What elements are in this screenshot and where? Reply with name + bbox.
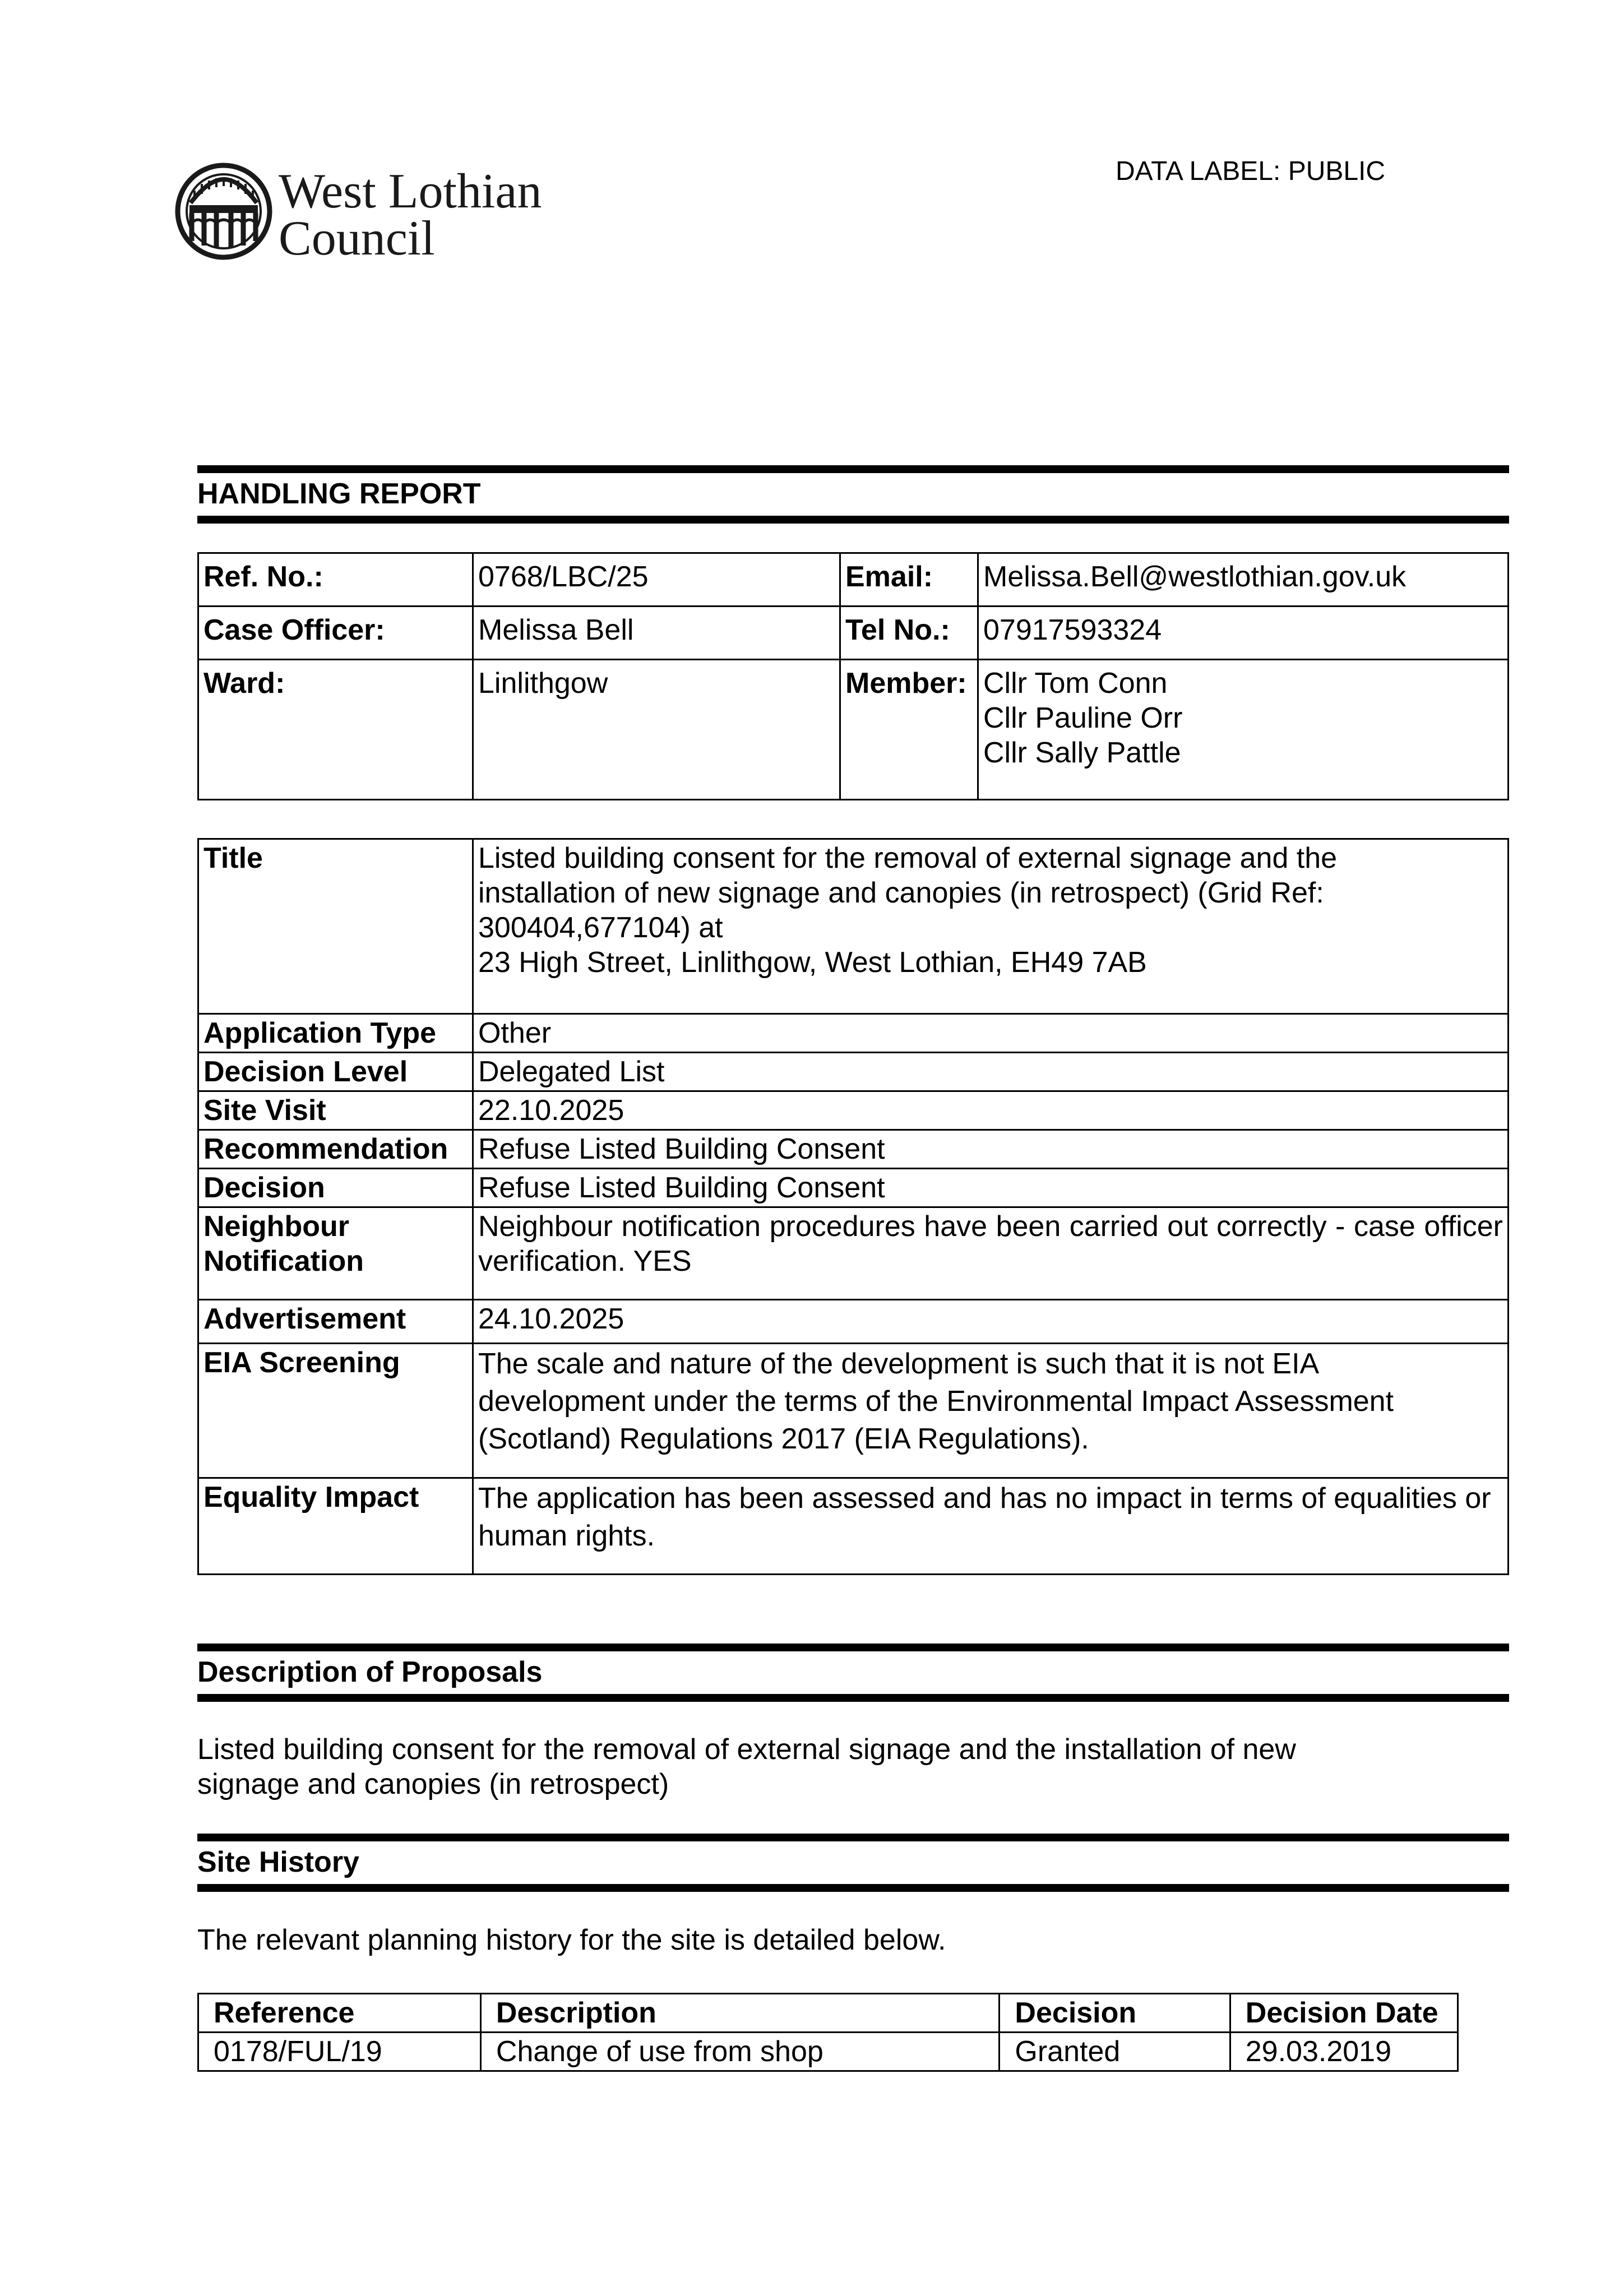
recommendation-label: Recommendation: [198, 1130, 473, 1169]
title-line: installation of new signage and canopies (in retrospect) (Grid Ref:: [478, 877, 1324, 909]
member-name: Cllr Sally Pattle: [983, 737, 1181, 769]
rule-divider: [197, 1644, 1509, 1651]
decision-level-label: Decision Level: [198, 1053, 473, 1091]
table-row: [198, 1053, 1509, 1091]
tel-label: Tel No.:: [840, 607, 978, 660]
table-row: [198, 1300, 1509, 1344]
rule-divider: [197, 1834, 1509, 1841]
table-row: [198, 1207, 1509, 1300]
section-title: Site History: [197, 1846, 359, 1878]
tel-value: 07917593324: [978, 607, 1509, 660]
title-line: 300404,677104) at: [478, 911, 723, 944]
history-reference: 0178/FUL/19: [198, 2033, 481, 2071]
table-row: [198, 1091, 1509, 1130]
council-logo: [175, 163, 556, 269]
history-decision: Granted: [1000, 2033, 1230, 2071]
history-decision-date: 29.03.2019: [1230, 2033, 1458, 2071]
history-intro: The relevant planning history for the site is detailed below.: [197, 1924, 946, 1956]
ref-value: 0768/LBC/25: [473, 553, 840, 607]
advertisement-label: Advertisement: [198, 1300, 473, 1344]
column-header: Decision: [1000, 1994, 1230, 2033]
table-row: [198, 1344, 1509, 1478]
table-row: [198, 553, 1509, 607]
title-line: Listed building consent for the removal of external signage and the: [478, 842, 1338, 874]
table-header-row: [198, 1994, 1458, 2033]
neighbour-notification-value: Neighbour notification procedures have been carried out correctly - case officer verification. YES: [473, 1207, 1509, 1300]
equality-impact-value: The application has been assessed and has no impact in terms of equalities or human rights.: [473, 1478, 1509, 1575]
equality-impact-label: Equality Impact: [198, 1478, 473, 1575]
table-row: [198, 839, 1509, 1014]
neighbour-notification-label: [198, 1207, 473, 1300]
table-row: [198, 1014, 1509, 1053]
title-value: [473, 839, 1509, 1014]
rule-divider: [197, 516, 1509, 524]
application-type-value: Other: [473, 1014, 1509, 1053]
section-title: Description of Proposals: [197, 1656, 543, 1688]
column-header: Reference: [198, 1994, 481, 2033]
ward-label: Ward:: [198, 660, 473, 800]
case-officer-label: Case Officer:: [198, 607, 473, 660]
rule-divider: [197, 1694, 1509, 1702]
table-row: [198, 1169, 1509, 1207]
site-visit-value: 22.10.2025: [473, 1091, 1509, 1130]
column-header: Description: [480, 1994, 1000, 2033]
title-line: 23 High Street, Linlithgow, West Lothian, EH49 7AB: [478, 946, 1147, 979]
decision-level-value: Delegated List: [473, 1053, 1509, 1091]
ward-value: Linlithgow: [473, 660, 840, 800]
label-line: Notification: [203, 1245, 364, 1277]
proposals-line: signage and canopies (in retrospect): [197, 1768, 669, 1800]
application-type-label: Application Type: [198, 1014, 473, 1053]
site-visit-label: Site Visit: [198, 1091, 473, 1130]
eia-screening-value: [473, 1344, 1509, 1478]
table-row: [198, 1478, 1509, 1575]
decision-label: Decision: [198, 1169, 473, 1207]
case-info-table: [197, 552, 1509, 800]
recommendation-value: Refuse Listed Building Consent: [473, 1130, 1509, 1169]
application-details-table: [197, 838, 1509, 1575]
table-row: [198, 1130, 1509, 1169]
member-name: Cllr Tom Conn: [983, 667, 1168, 700]
proposals-line: Listed building consent for the removal of external signage and the installation of new: [197, 1733, 1296, 1766]
eia-line: (Scotland) Regulations 2017 (EIA Regulations).: [478, 1423, 1089, 1455]
site-history-table: [197, 1993, 1459, 2072]
email-label: Email:: [840, 553, 978, 607]
data-label: DATA LABEL: PUBLIC: [1116, 156, 1386, 186]
eia-line: The scale and nature of the development is such that it is not EIA: [478, 1348, 1320, 1380]
member-label: Member:: [840, 660, 978, 800]
rule-divider: [197, 465, 1509, 473]
decision-value: Refuse Listed Building Consent: [473, 1169, 1509, 1207]
viaduct-emblem-icon: [175, 163, 273, 261]
email-value: Melissa.Bell@westlothian.gov.uk: [978, 553, 1509, 607]
eia-screening-label: EIA Screening: [198, 1344, 473, 1478]
member-list: [978, 660, 1509, 800]
label-line: Neighbour: [203, 1210, 349, 1243]
proposals-text: [197, 1732, 1296, 1802]
advertisement-value: 24.10.2025: [473, 1300, 1509, 1344]
logo-line-1: West Lothian: [279, 164, 542, 219]
logo-wordmark: [279, 164, 542, 266]
ref-label: Ref. No.:: [198, 553, 473, 607]
table-row: [198, 660, 1509, 800]
title-label: Title: [198, 839, 473, 1014]
table-row: [198, 607, 1509, 660]
logo-line-2: Council: [279, 211, 435, 266]
eia-line: development under the terms of the Environmental Impact Assessment: [478, 1385, 1394, 1418]
case-officer-value: Melissa Bell: [473, 607, 840, 660]
column-header: Decision Date: [1230, 1994, 1458, 2033]
table-row: [198, 2033, 1458, 2071]
description-of-proposals-header: [197, 1644, 1509, 1702]
site-history-header: [197, 1834, 1509, 1892]
member-name: Cllr Pauline Orr: [983, 702, 1183, 734]
rule-divider: [197, 1884, 1509, 1892]
handling-report-header: [197, 465, 1509, 524]
history-description: Change of use from shop: [480, 2033, 1000, 2071]
section-title: HANDLING REPORT: [197, 478, 481, 510]
